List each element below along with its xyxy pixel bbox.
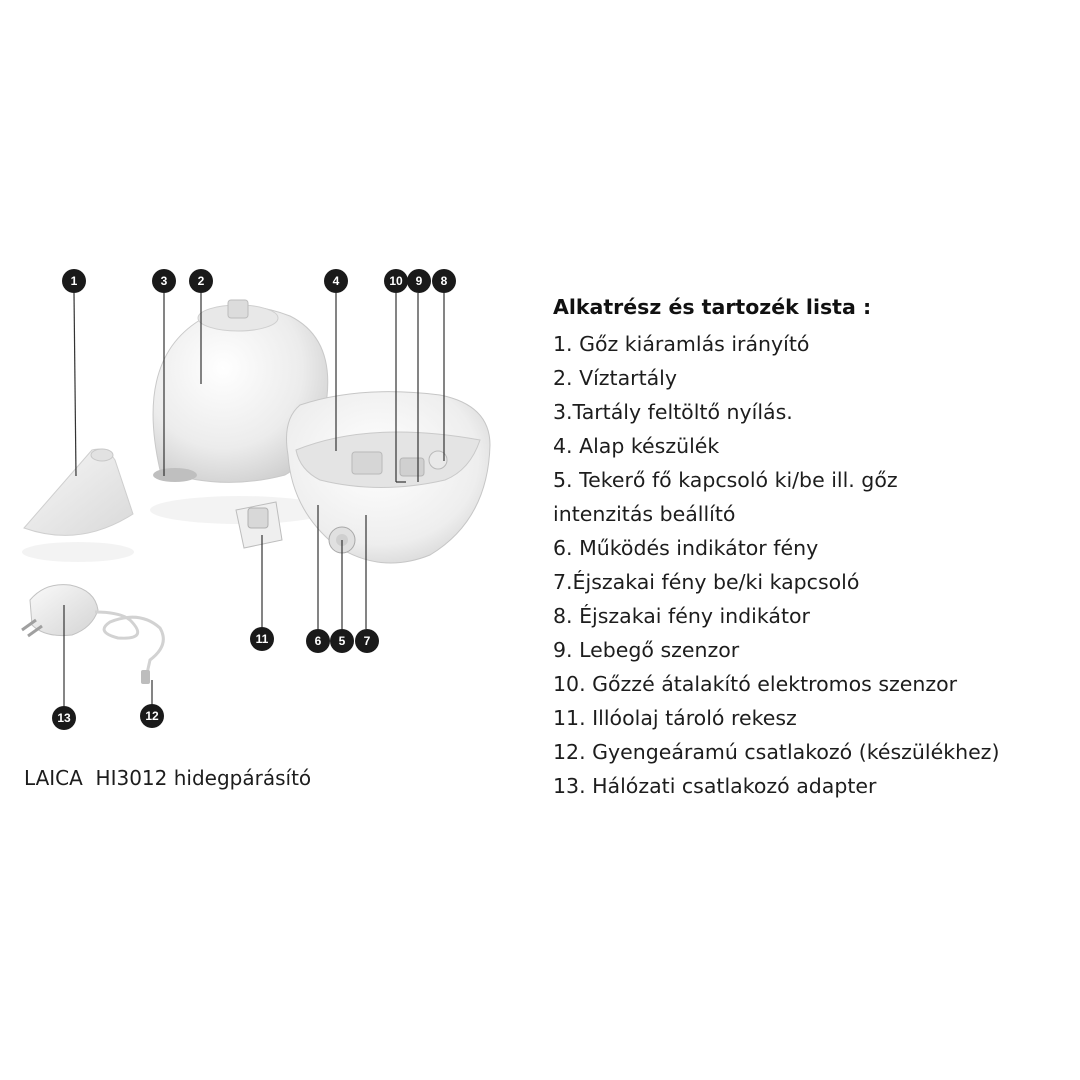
parts-list-item: 8. Éjszakai fény indikátor — [553, 604, 810, 628]
parts-list-item: 3.Tartály feltöltő nyílás. — [553, 400, 793, 424]
parts-list-item: 12. Gyengeáramú csatlakozó (készülékhez) — [553, 740, 1000, 764]
callout-4-label: 4 — [332, 274, 340, 288]
parts-list-item: 2. Víztartály — [553, 366, 678, 390]
callout-11-label: 11 — [255, 632, 269, 646]
parts-list-item: 13. Hálózati csatlakozó adapter — [553, 774, 877, 798]
callout-10-label: 10 — [389, 274, 403, 288]
steam-direction-cone — [22, 449, 134, 562]
callout-3-label: 3 — [160, 274, 168, 288]
parts-list — [553, 327, 1073, 803]
callout-4 — [324, 269, 348, 293]
callout-6-label: 6 — [314, 634, 322, 648]
callout-2 — [189, 269, 213, 293]
parts-list-item: 4. Alap készülék — [553, 434, 720, 458]
callout-7-label: 7 — [363, 634, 371, 648]
parts-list-item: 7.Éjszakai fény be/ki kapcsoló — [553, 570, 860, 594]
callout-1 — [62, 269, 86, 293]
parts-list-item: 10. Gőzzé átalakító elektromos szenzor — [553, 672, 958, 696]
callout-8 — [432, 269, 456, 293]
callout-1-label: 1 — [70, 274, 78, 288]
parts-list-item: 1. Gőz kiáramlás irányító — [553, 332, 810, 356]
mains-adapter — [22, 585, 98, 636]
callout-13-label: 13 — [57, 711, 71, 725]
callout-5-label: 5 — [338, 634, 346, 648]
callout-12-label: 12 — [145, 709, 159, 723]
parts-list-item: intenzitás beállító — [553, 502, 736, 526]
parts-list-title: Alkatrész és tartozék lista : — [553, 295, 872, 319]
callout-7 — [355, 629, 379, 653]
callout-10 — [384, 269, 408, 293]
callout-9-label: 9 — [415, 274, 423, 288]
parts-list-item: 11. Illóolaj tároló rekesz — [553, 706, 797, 730]
essential-oil-drawer — [236, 502, 282, 548]
callout-3 — [152, 269, 176, 293]
callout-13 — [52, 706, 76, 730]
callout-11 — [250, 627, 274, 651]
callout-8-label: 8 — [440, 274, 448, 288]
parts-list-item: 9. Lebegő szenzor — [553, 638, 740, 662]
callout-12 — [140, 704, 164, 728]
callout-6 — [306, 629, 330, 653]
callout-2-label: 2 — [197, 274, 205, 288]
callout-9 — [407, 269, 431, 293]
callout-5 — [330, 629, 354, 653]
product-label: LAICA HI3012 hidegpárásító — [24, 766, 312, 790]
parts-list-item: 5. Tekerő fő kapcsoló ki/be ill. gőz — [553, 468, 898, 492]
parts-list-item: 6. Működés indikátor fény — [553, 536, 819, 560]
low-voltage-cable — [95, 612, 163, 684]
base-unit — [287, 392, 491, 563]
